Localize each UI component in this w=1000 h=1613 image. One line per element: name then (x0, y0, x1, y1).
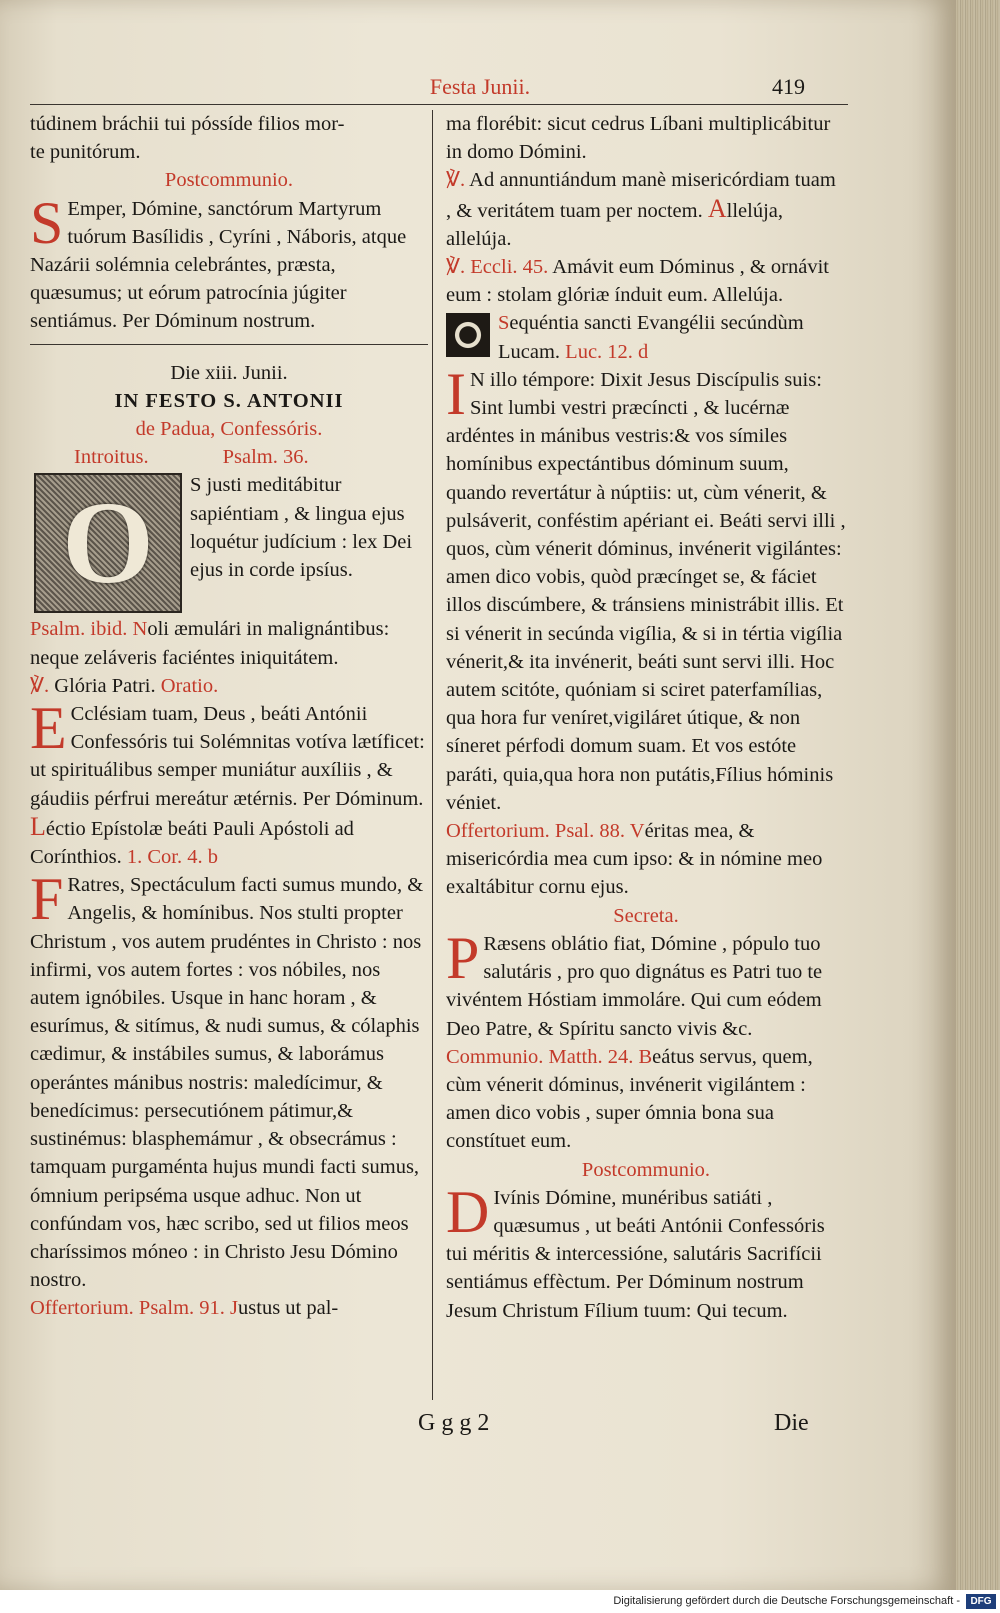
secreta-paragraph: P Ræsens oblátio fiat, Dómine , pópulo tuo salutáris , pro quo dignátus es Patri tuo te vivéntem Hóstiam immoláre. Qui cum eódem Deo Patre, & Spíritu sancto vivis &c. (446, 924, 823, 1040)
page-number: 419 (772, 74, 805, 99)
postcommunio-paragraph: D Ivínis Dómine, munéribus satiáti , quæsumus , ut beáti Antónii Confessóris tui méritis & intercessióne, salutáris Sacrifícii sentiámus effèctum. Per Dóminum nostrum Jesum Christum Fílium tuum: Qui tecum. (446, 1178, 825, 1322)
left-column (30, 110, 428, 1323)
text-line: túdinem bráchii tui póssíde filios mor- (30, 113, 345, 135)
ornament-icon (446, 313, 490, 357)
lectio-heading: Léctio Epístolæ beáti Pauli Apóstoli ad Corínthios. 1. Cor. 4. b (30, 811, 354, 869)
oratio-paragraph: E Cclésiam tuam, Deus , beáti Antónii Confessóris tui Solémnitas votíva lætíficet: ut spirituálibus semper muniátur auxíliis , & gáudiis pérfrui mereátur ætérnis. Per Dóminum. (30, 695, 425, 810)
gospel-paragraph: I N illo témpore: Dixit Jesus Discípulis suis: Sint lumbi vestri præcíncti , & lucérnæ ardéntes in mánibus vestris:& vos símiles homínibus expectántibus dóminum suum, quando revertátur à núptiis: ut, cùm vénerit, & pulsáverit, conféstim apériant ei. Beáti servi illi , quos, cùm vénerit dóminus, invénerit vigilántes: amen dico vobis, quòd præcínget se, & fáciet illos discúmbere, & tránsiens ministrábit illis. Et si vénerit in secúnda vigília, & si in tértia vigília vénerit,& ita invénerit, beáti sunt servi illi. Hoc autem scitóte, quóniam si sciret paterfamílias, qua hora fur veníret,vigiláret útique, & non síneret pérfodi domum suam. Et vos estóte paráti, quia,qua hora non putátis,Fílius hóminis véniet. (446, 360, 846, 814)
secreta-heading: Secreta. (613, 904, 679, 927)
feast-date: Die xiii. Junii. (170, 361, 288, 384)
signature-mark: G g g 2 (418, 1410, 490, 1436)
drop-cap: S (30, 189, 64, 256)
woodcut-initial: O (34, 473, 182, 613)
section-divider (30, 344, 428, 345)
offertorium-paragraph: Offertorium. Psal. 88. Véritas mea, & misericórdia mea cum ipso: & in nómine meo exaltábitur cornu ejus. (446, 820, 823, 899)
feast-title: IN FESTO S. ANTONII (114, 389, 344, 412)
feast-subtitle: de Padua, Confessóris. (135, 418, 323, 441)
drop-cap: F (30, 866, 64, 933)
postcommunio-heading: Postcommunio. (581, 1158, 711, 1181)
drop-cap: D (446, 1178, 490, 1245)
text-line: ma florébit: sicut cedrus Líbani multiplicábitur in domo Dómini. (446, 113, 831, 164)
drop-cap: P (446, 924, 480, 991)
right-column (446, 110, 846, 1325)
postcommunio-heading: Postcommunio. (164, 169, 294, 192)
psalm-line: Psalm. ibid. Noli æmulári in malignántibus: neque zeláveris faciéntes iniquitátem. (30, 618, 390, 669)
drop-cap: E (30, 695, 67, 762)
postcommunio-paragraph: S Emper, Dómine, sanctórum Martyrum tuórum Basílidis , Cyríni , Náboris, atque Nazárii solémnia celebrántes, præsta, quæsumus; ut eórum patrocínia júgiter sentiámus. Per Dóminum nostrum. (30, 189, 407, 333)
sequentia-heading: Sequéntia sancti Evangélii secúndùm Lucam. Luc. 12. d (446, 309, 846, 365)
digitization-credit: Digitalisierung gefördert durch die Deutsche Forschungsgemeinschaft - (0, 1590, 1000, 1613)
introitus-heading: Introitus. Psalm. 36. (74, 446, 309, 469)
column-separator (432, 110, 433, 1400)
page-edges (956, 0, 1000, 1590)
introit-text: S justi meditábitur sapiéntiam , & lingua ejus loquétur judícium : lex Dei ejus in corde ipsíus. (190, 474, 413, 582)
offertorium-line: Offertorium. Psalm. 91. Justus ut pal- (30, 1297, 339, 1320)
eccli-line: ℣. Eccli. 45. Amávit eum Dóminus , & ornávit eum : stolam glóriæ índuit eum. Allelúja. (446, 256, 829, 307)
catchword: Die (774, 1410, 809, 1436)
gloria-line: ℣. Glória Patri. Oratio. (30, 674, 219, 697)
epistle-paragraph: F Ratres, Spectáculum facti sumus mundo, & Angelis, & homínibus. Nos stulti propter Christum , vos autem prudéntes in Christo : nos infirmi, vos autem fortes : vos nóbiles, nos autem ignóbiles. Usque in hanc horam , & esurímus, & sitímus, & nudi sumus, & cólaphis cædimur, & instábiles sumus, & laborámus operántes mánibus nostris: maledícimur, & benedícimus: persecutiónem pátimur,& sustinémus: blasphemámur , & obsecrámus : tamquam purgaménta hujus mundi facti sumus, ómnium peripséma usque adhuc. Non ut confúndam vos, hæc scribo, sed ut filios meos charíssimos móneo : in Christo Jesu Dómino nostro. (30, 866, 424, 1292)
communio-paragraph: Communio. Matth. 24. Beátus servus, quem, cùm vénerit dóminus, invénerit vigilántem : amen dico vobis , super ómnia bona sua constítuet eum. (446, 1045, 813, 1153)
running-title: Festa Junii. (429, 74, 531, 99)
header-rule (30, 104, 848, 105)
dfg-logo: DFG (966, 1594, 996, 1609)
versicle-line: ℣. Ad annuntiándum manè misericórdiam tuam , & veritátem tuam per noctem. Allelúja, allelúja. (446, 169, 836, 250)
drop-cap: I (446, 360, 466, 427)
text-line: te punitórum. (30, 141, 141, 164)
